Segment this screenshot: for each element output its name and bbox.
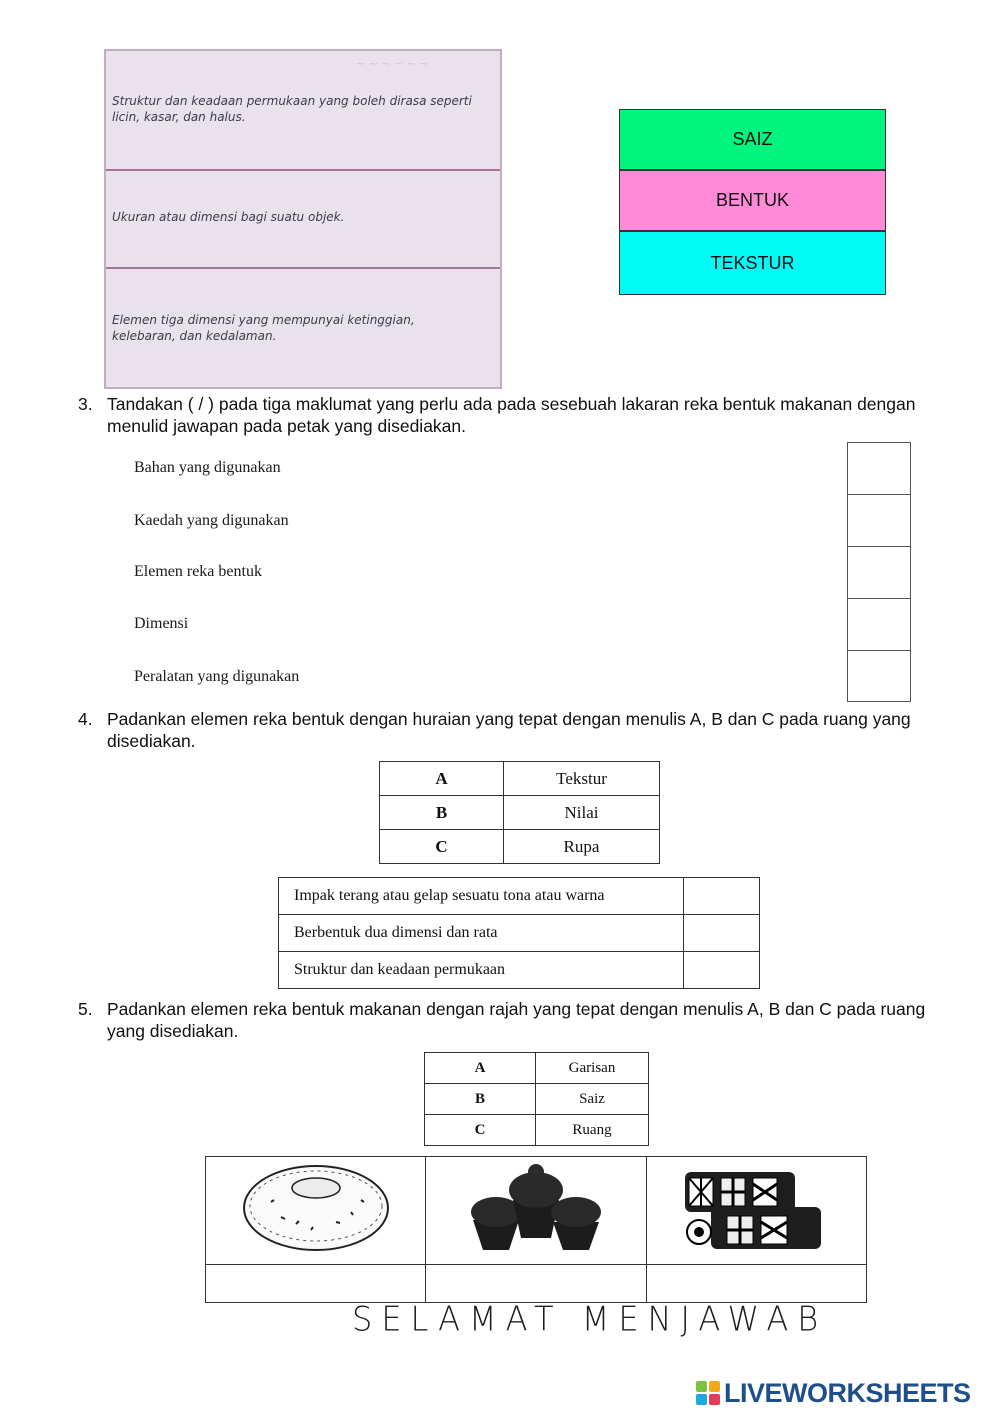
- key-term: Nilai: [504, 796, 660, 830]
- match-answer-box-1[interactable]: [684, 878, 760, 915]
- match-answer-box-2[interactable]: [684, 915, 760, 952]
- scan-ghost-text: ~ ~ ~ ~ ~ ~: [356, 57, 429, 70]
- key-table: [424, 1052, 649, 1146]
- tick-answer-box-1[interactable]: [847, 442, 911, 495]
- key-term: Rupa: [504, 830, 660, 864]
- picture-cell: [206, 1157, 426, 1265]
- checklist-item: Dimensi: [134, 615, 189, 632]
- match-table: [278, 877, 760, 989]
- question-text: Padankan elemen reka bentuk makanan dengan rajah yang tepat dengan menulis A, B dan C pada ruang yang disediakan.: [107, 999, 926, 1041]
- key-term: Garisan: [536, 1053, 649, 1084]
- cupcakes-icon: [461, 1162, 611, 1254]
- answer-saiz[interactable]: SAIZ: [619, 109, 886, 170]
- key-letter: B: [425, 1084, 536, 1115]
- match-description: Berbentuk dua dimensi dan rata: [279, 915, 684, 952]
- description-row-1: [106, 51, 500, 171]
- table-row: [279, 915, 760, 952]
- tick-answer-box-3[interactable]: [847, 546, 911, 599]
- table-row: [279, 878, 760, 915]
- question-number: 4.: [78, 709, 93, 729]
- donut-icon: [241, 1162, 391, 1254]
- picture-cell: [426, 1157, 646, 1265]
- description-row-2: [106, 171, 500, 269]
- key-letter: C: [380, 830, 504, 864]
- match-description: Impak terang atau gelap sesuatu tona atau warna: [279, 878, 684, 915]
- footer-brand: LIVEWORKSHEETS: [724, 1377, 971, 1408]
- table-row: [206, 1265, 867, 1303]
- sushi-rolls-icon: [681, 1162, 831, 1254]
- description-text-2: Ukuran atau dimensi bagi suatu objek.: [112, 210, 345, 224]
- tick-answer-box-4[interactable]: [847, 598, 911, 651]
- description-text-3: Elemen tiga dimensi yang mempunyai ketinggian, kelebaran, dan kedalaman.: [112, 313, 415, 343]
- key-letter: A: [380, 762, 504, 796]
- description-row-3: [106, 269, 500, 389]
- picture-answer-box-2[interactable]: [426, 1265, 646, 1303]
- question-text: Tandakan ( / ) pada tiga maklumat yang perlu ada pada sesebuah lakaran reka bentuk makanan dengan menulid jawapan pada petak yang disediakan.: [107, 394, 916, 436]
- table-row: [380, 796, 660, 830]
- checklist-item: Bahan yang digunakan: [134, 459, 281, 476]
- table-row: [425, 1084, 649, 1115]
- key-letter: C: [425, 1115, 536, 1146]
- table-row: [425, 1053, 649, 1084]
- match-answer-box-3[interactable]: [684, 952, 760, 989]
- key-letter: B: [380, 796, 504, 830]
- checklist-item: Peralatan yang digunakan: [134, 668, 300, 685]
- key-term: Ruang: [536, 1115, 649, 1146]
- answer-tekstur[interactable]: TEKSTUR: [619, 231, 886, 295]
- table-row: [425, 1115, 649, 1146]
- description-panel: [104, 49, 502, 389]
- table-row: [380, 830, 660, 864]
- picture-answer-box-1[interactable]: [206, 1265, 426, 1303]
- key-term: Tekstur: [504, 762, 660, 796]
- question-number: 5.: [78, 999, 93, 1019]
- tick-answer-box-2[interactable]: [847, 494, 911, 547]
- key-term: Saiz: [536, 1084, 649, 1115]
- table-row: [380, 762, 660, 796]
- description-text-1: Struktur dan keadaan permukaan yang boleh dirasa seperti licin, kasar, dan halus.: [112, 94, 472, 124]
- question-text: Padankan elemen reka bentuk dengan huraian yang tepat dengan menulis A, B dan C pada ruang yang disediakan.: [107, 709, 911, 751]
- picture-cell: [646, 1157, 866, 1265]
- key-table: [379, 761, 660, 864]
- checklist-item: Kaedah yang digunakan: [134, 512, 289, 529]
- question-number: 3.: [78, 394, 93, 414]
- match-description: Struktur dan keadaan permukaan: [279, 952, 684, 989]
- picture-answer-box-3[interactable]: [646, 1265, 866, 1303]
- footer-logo: [696, 1378, 971, 1408]
- answer-bentuk[interactable]: BENTUK: [619, 170, 886, 231]
- tick-answer-box-5[interactable]: [847, 650, 911, 702]
- closing-message: SELAMAT MENJAWAB: [352, 1299, 828, 1339]
- key-letter: A: [425, 1053, 536, 1084]
- picture-table: [205, 1156, 867, 1303]
- liveworksheets-logo-icon: [696, 1381, 720, 1405]
- table-row: [279, 952, 760, 989]
- checklist-item: Elemen reka bentuk: [134, 563, 262, 580]
- table-row: [206, 1157, 867, 1265]
